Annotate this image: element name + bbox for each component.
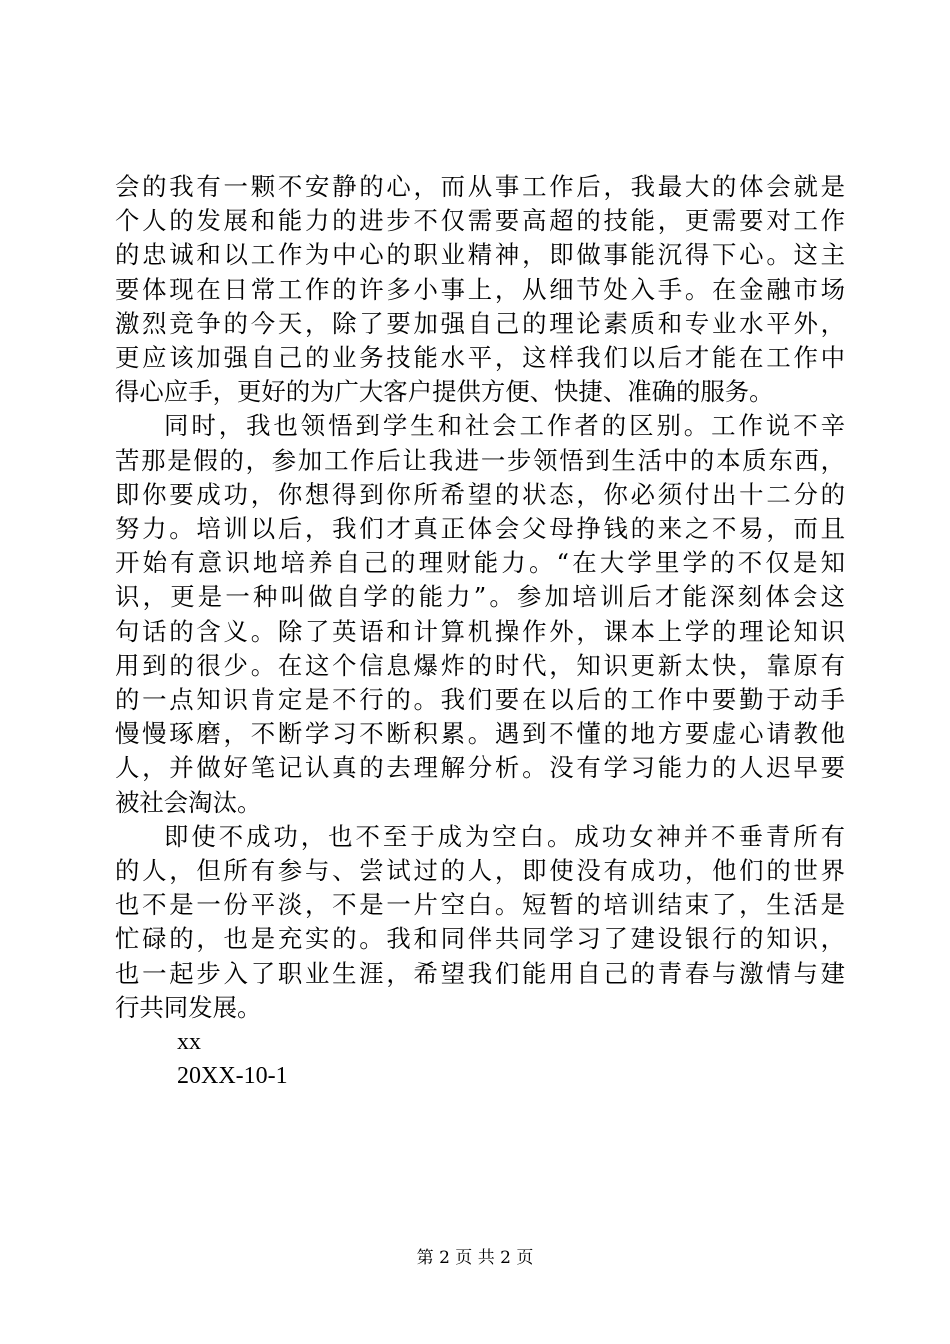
signature-name: xx [177,1029,201,1056]
text-line: 慢慢琢磨，不断学习不断积累。遇到不懂的地方要虚心请教他 [115,719,845,749]
signature-date: 20XX-10-1 [177,1063,288,1090]
text-line: 被社会淘汰。 [115,787,262,817]
text-line: 忙碌的，也是充实的。我和同伴共同学习了建设银行的知识， [115,924,845,954]
text-line: 行共同发展。 [115,992,262,1022]
text-line: 努力。培训以后，我们才真正体会父母挣钱的来之不易，而且 [115,514,845,544]
page-footer: 第 2 页 共 2 页 [416,1248,534,1268]
text-line: 得心应手，更好的为广大客户提供方便、快捷、准确的服务。 [115,377,774,407]
text-line: 人，并做好笔记认真的去理解分析。没有学习能力的人迟早要 [115,753,845,783]
text-line: 要体现在日常工作的许多小事上，从细节处入手。在金融市场 [115,274,845,304]
text-line: 即你要成功，你想得到你所希望的状态，你必须付出十二分的 [115,479,845,509]
text-line: 也一起步入了职业生涯，希望我们能用自己的青春与激情与建 [115,958,845,988]
document-body [115,170,845,1093]
text-line: 会的我有一颗不安静的心，而从事工作后，我最大的体会就是 [115,172,845,201]
text-line: 也不是一份平淡，不是一片空白。短暂的培训结束了，生活是 [115,890,845,920]
text-line: 用到的很少。在这个信息爆炸的时代，知识更新太快，靠原有 [115,650,845,680]
paragraph-3 [115,820,845,1025]
text-line: 句话的含义。除了英语和计算机操作外，课本上学的理论知识 [115,616,845,646]
text-line: 个人的发展和能力的进步不仅需要高超的技能，更需要对工作 [115,206,845,236]
text-line: 的一点知识肯定是不行的。我们要在以后的工作中要勤于动手 [115,685,845,715]
text-line: 识，更是一种叫做自学的能力”。参加培训后才能深刻体会这 [115,582,845,612]
text-line: 即使不成功，也不至于成为空白。成功女神并不垂青所有 [164,821,845,851]
paragraph-2 [115,409,845,819]
text-line: 激烈竞争的今天，除了要加强自己的理论素质和专业水平外， [115,308,845,338]
text-line: 开始有意识地培养自己的理财能力。“在大学里学的不仅是知 [115,548,845,578]
text-line: 苦那是假的，参加工作后让我进一步领悟到生活中的本质东西， [115,445,845,475]
text-line: 的人，但所有参与、尝试过的人，即使没有成功，他们的世界 [115,856,845,886]
text-line: 的忠诚和以工作为中心的职业精神，即做事能沉得下心。这主 [115,240,845,270]
text-line: 同时，我也领悟到学生和社会工作者的区别。工作说不辛 [164,411,845,441]
signature-block [115,1025,845,1093]
text-line: 更应该加强自己的业务技能水平，这样我们以后才能在工作中 [115,343,845,373]
paragraph-1 [115,170,845,409]
